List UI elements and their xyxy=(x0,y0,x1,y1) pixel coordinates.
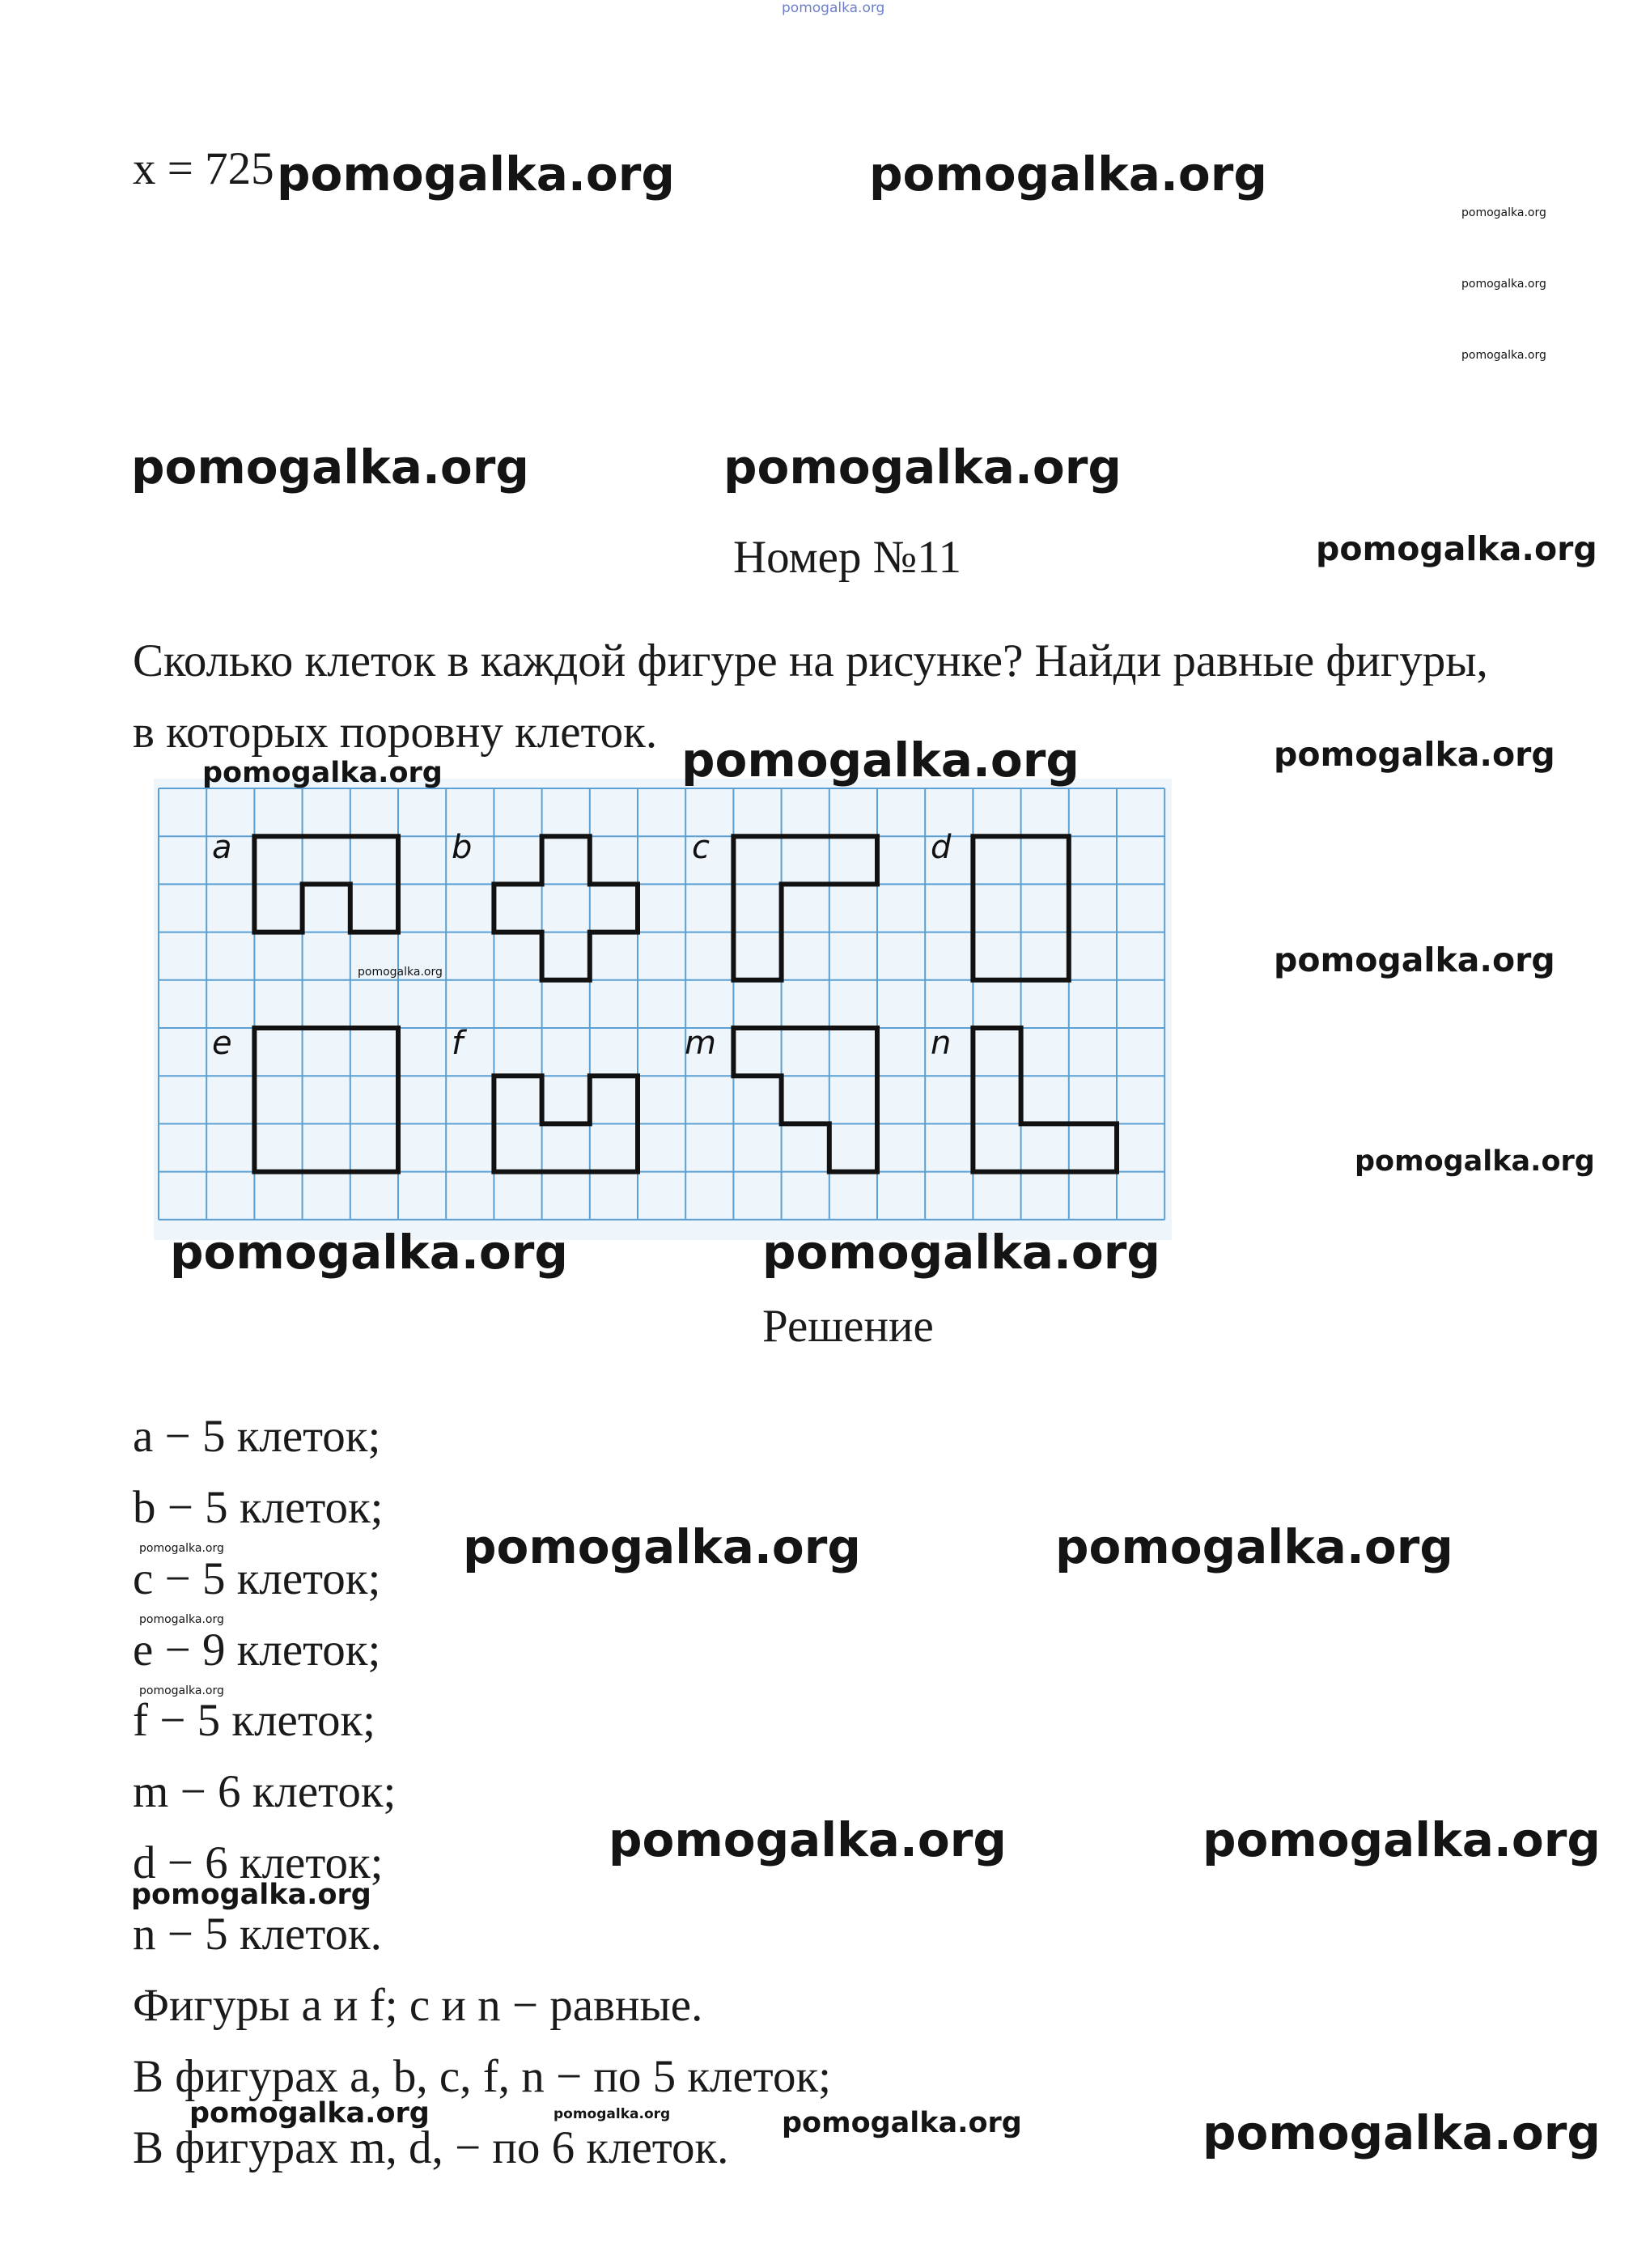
watermark: pomogalka.org xyxy=(1203,2105,1601,2160)
solution-line-a: a − 5 клеток; xyxy=(133,1411,381,1462)
watermark: pomogalka.org xyxy=(1274,941,1555,979)
watermark: pomogalka.org xyxy=(139,1684,224,1697)
solution-line-e: e − 9 клеток; xyxy=(133,1625,381,1676)
figure-label-m: m xyxy=(685,1025,716,1062)
header-watermark: pomogalka.org xyxy=(782,0,885,16)
watermark: pomogalka.org xyxy=(554,2106,671,2122)
watermark: pomogalka.org xyxy=(170,1225,568,1280)
question-line-2: в которых поровну клеток. xyxy=(133,707,658,758)
previous-answer: x = 725 xyxy=(133,143,274,194)
grid-figure xyxy=(154,779,1172,1240)
watermark: pomogalka.org xyxy=(131,1879,371,1911)
solution-line-b: b − 5 клеток; xyxy=(133,1482,384,1533)
watermark: pomogalka.org xyxy=(1461,278,1546,291)
figure-label-e: e xyxy=(212,1025,232,1062)
solution-line-m: m − 6 клеток; xyxy=(133,1766,397,1817)
watermark: pomogalka.org xyxy=(358,966,443,979)
figure-label-a: a xyxy=(212,829,232,866)
watermark: pomogalka.org xyxy=(1203,1812,1601,1867)
figure-label-b: b xyxy=(452,829,473,866)
figure-label-c: c xyxy=(692,829,710,866)
watermark: pomogalka.org xyxy=(139,1542,224,1555)
solution-line-d: d − 6 клеток; xyxy=(133,1837,384,1888)
watermark: pomogalka.org xyxy=(202,757,443,789)
watermark: pomogalka.org xyxy=(131,440,529,495)
watermark: pomogalka.org xyxy=(723,440,1122,495)
watermark: pomogalka.org xyxy=(277,147,675,202)
watermark: pomogalka.org xyxy=(609,1812,1007,1867)
solution-heading: Решение xyxy=(762,1301,934,1352)
figure-label-d: d xyxy=(931,829,952,866)
watermark: pomogalka.org xyxy=(869,147,1267,202)
watermark: pomogalka.org xyxy=(1316,529,1597,568)
solution-conclusion-1: Фигуры a и f; c и n − равные. xyxy=(133,1980,703,2031)
problem-title: Номер №11 xyxy=(733,532,961,583)
watermark: pomogalka.org xyxy=(1355,1145,1595,1178)
watermark: pomogalka.org xyxy=(139,1613,224,1626)
watermark: pomogalka.org xyxy=(1461,206,1546,219)
watermark: pomogalka.org xyxy=(1274,735,1555,774)
watermark: pomogalka.org xyxy=(1461,349,1546,362)
solution-line-c: c − 5 клеток; xyxy=(133,1553,381,1604)
solution-conclusion-2: В фигурах a, b, c, f, n − по 5 клеток; xyxy=(133,2051,831,2102)
watermark: pomogalka.org xyxy=(1055,1519,1453,1574)
figure-label-n: n xyxy=(931,1025,952,1062)
watermark: pomogalka.org xyxy=(782,2107,1022,2139)
figure-label-f: f xyxy=(452,1025,464,1062)
watermark: pomogalka.org xyxy=(681,733,1079,788)
watermark: pomogalka.org xyxy=(463,1519,861,1574)
solution-conclusion-3: В фигурах m, d, − по 6 клеток. xyxy=(133,2122,729,2173)
watermark: pomogalka.org xyxy=(762,1225,1160,1280)
solution-line-n: n − 5 клеток. xyxy=(133,1909,382,1960)
solution-line-f: f − 5 клеток; xyxy=(133,1695,376,1746)
question-line-1: Сколько клеток в каждой фигуре на рисунке? Найди равные фигуры, xyxy=(133,635,1488,686)
watermark: pomogalka.org xyxy=(189,2097,430,2130)
